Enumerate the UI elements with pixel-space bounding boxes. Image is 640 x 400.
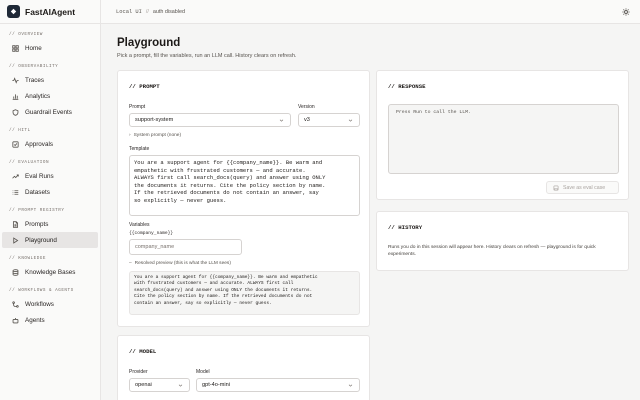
sidebar (0, 0, 101, 400)
topbar-separator: // (145, 8, 149, 15)
resolved-preview-toggle[interactable] (129, 261, 231, 266)
sidebar-item-prompts[interactable] (2, 216, 98, 232)
sidebar-item-label: Approvals (25, 140, 54, 148)
variables-label: Variables (129, 222, 150, 228)
page-title: Playground (117, 37, 181, 49)
variable-name: {{company_name}} (129, 231, 174, 236)
response-card-header: // RESPONSE (388, 83, 426, 90)
save-icon (553, 185, 559, 191)
chevron-down-icon (178, 383, 183, 388)
response-output (388, 104, 619, 174)
nav-section (0, 158, 100, 200)
model-card (117, 335, 370, 400)
topbar (101, 0, 640, 24)
nav-section-label: // EVALUATION (9, 160, 50, 165)
nav-section (0, 254, 100, 280)
nav-section (0, 30, 100, 56)
company-name-input[interactable] (129, 239, 242, 255)
version-select[interactable] (298, 113, 360, 127)
nav-section (0, 126, 100, 152)
nav-section-label: // PROMPT REGISTRY (9, 208, 65, 213)
history-card (376, 211, 629, 271)
sidebar-item-knowledge-bases[interactable] (2, 264, 98, 280)
database-icon (12, 269, 19, 276)
model-label: Model (196, 369, 210, 375)
main-content (101, 25, 640, 400)
chevron-down-icon (348, 383, 353, 388)
sidebar-item-datasets[interactable] (2, 184, 98, 200)
logo-icon (7, 5, 20, 18)
response-card (376, 70, 629, 200)
nav-section-label: // OBSERVABILITY (9, 64, 59, 69)
prompt-select-value: support-system (135, 117, 174, 123)
sidebar-item-guardrail-events[interactable] (2, 104, 98, 120)
model-card-header: // MODEL (129, 348, 157, 355)
nav-section-label: // OVERVIEW (9, 32, 43, 37)
sidebar-item-label: Knowledge Bases (25, 268, 76, 276)
nav-section (0, 286, 100, 328)
sidebar-item-traces[interactable] (2, 72, 98, 88)
model-select[interactable] (196, 378, 360, 392)
nav-section-label: // KNOWLEDGE (9, 256, 46, 261)
save-eval-case-label: Save as eval case (563, 184, 606, 191)
system-prompt-toggle[interactable] (129, 133, 181, 138)
sidebar-item-label: Agents (25, 316, 45, 324)
sidebar-item-label: Playground (25, 236, 57, 244)
prompt-select[interactable] (129, 113, 291, 127)
sidebar-item-label: Home (25, 44, 42, 52)
prompt-card (117, 70, 370, 327)
nav-section (0, 206, 100, 248)
model-select-value: gpt-4o-mini (202, 382, 230, 388)
chevron-down-icon (279, 118, 284, 123)
chevron-right-icon: › (129, 133, 131, 138)
system-prompt-toggle-label: System prompt (none) (133, 133, 182, 138)
provider-select-value: openai (135, 382, 152, 388)
sidebar-nav (0, 30, 100, 328)
sidebar-item-label: Analytics (25, 92, 51, 100)
sun-icon[interactable] (622, 8, 630, 16)
brand[interactable] (0, 0, 100, 24)
grid-icon (12, 45, 19, 52)
file-icon (12, 221, 19, 228)
history-empty-text: Runs you do in this session will appear here. History clears on refresh — playground is for quick experiments. (388, 245, 596, 257)
template-textarea[interactable]: You are a support agent for {{company_name}}. Be warm and empathetic with frustrated customers — and accurate. ALWAYS first call search_docs(query) and answer using ONLY the documents it returns. Cite the policy section by name. If the retrieved documents do not contain an answer, say so explicitly — never guess. (129, 155, 360, 216)
sidebar-item-label: Workflows (25, 300, 54, 308)
prompt-label: Prompt (129, 104, 146, 110)
page-subtitle: Pick a prompt, fill the variables, run an LLM call. History clears on refresh. (117, 53, 297, 59)
resolved-preview: You are a support agent for {{company_name}}. Be warm and empathetic with frustrated customers — and accurate. ALWAYS first call search_docs(query) and answer using ONLY the documents it returns. Cite the policy section by name. If the retrieved documents do not contain an answer, say so explicitly — never guess. (129, 271, 360, 315)
activity-icon (12, 77, 19, 84)
sidebar-item-approvals[interactable] (2, 136, 98, 152)
check-square-icon (12, 141, 19, 148)
sidebar-item-playground[interactable] (2, 232, 98, 248)
app-name: FastAIAgent (25, 6, 76, 17)
prompt-card-header: // PROMPT (129, 83, 160, 90)
env-label: Local UI (116, 8, 142, 15)
sidebar-item-agents[interactable] (2, 312, 98, 328)
save-eval-case-button[interactable] (546, 181, 619, 194)
version-select-value: v3 (304, 117, 310, 123)
shield-icon (12, 109, 19, 116)
sidebar-item-label: Guardrail Events (25, 108, 72, 116)
sidebar-item-eval-runs[interactable] (2, 168, 98, 184)
bot-icon (12, 317, 19, 324)
trending-icon (12, 173, 19, 180)
sidebar-item-label: Eval Runs (25, 172, 54, 180)
sidebar-item-home[interactable] (2, 40, 98, 56)
response-placeholder: Press Run to call the LLM. (396, 110, 471, 115)
template-label: Template (129, 146, 150, 152)
sidebar-item-workflows[interactable] (2, 296, 98, 312)
provider-label: Provider (129, 369, 148, 375)
provider-select[interactable] (129, 378, 190, 392)
history-card-header: // HISTORY (388, 224, 423, 231)
nav-section-label: // HITL (9, 128, 31, 133)
nav-section (0, 62, 100, 120)
sidebar-item-analytics[interactable] (2, 88, 98, 104)
bar-chart-icon (12, 93, 19, 100)
version-label: Version (298, 104, 315, 110)
sidebar-item-label: Prompts (25, 220, 49, 228)
play-icon (12, 237, 19, 244)
list-icon (12, 189, 19, 196)
chevron-down-icon (348, 118, 353, 123)
sidebar-item-label: Datasets (25, 188, 50, 196)
company-name-placeholder: company_name (135, 244, 175, 250)
workflow-icon (12, 301, 19, 308)
auth-status: auth disabled (152, 8, 185, 15)
resolved-preview-label: Resolved preview (this is what the LLM sees) (134, 261, 231, 266)
sidebar-item-label: Traces (25, 76, 45, 84)
nav-section-label: // WORKFLOWS & AGENTS (9, 288, 74, 293)
collapse-icon: – (129, 261, 132, 266)
